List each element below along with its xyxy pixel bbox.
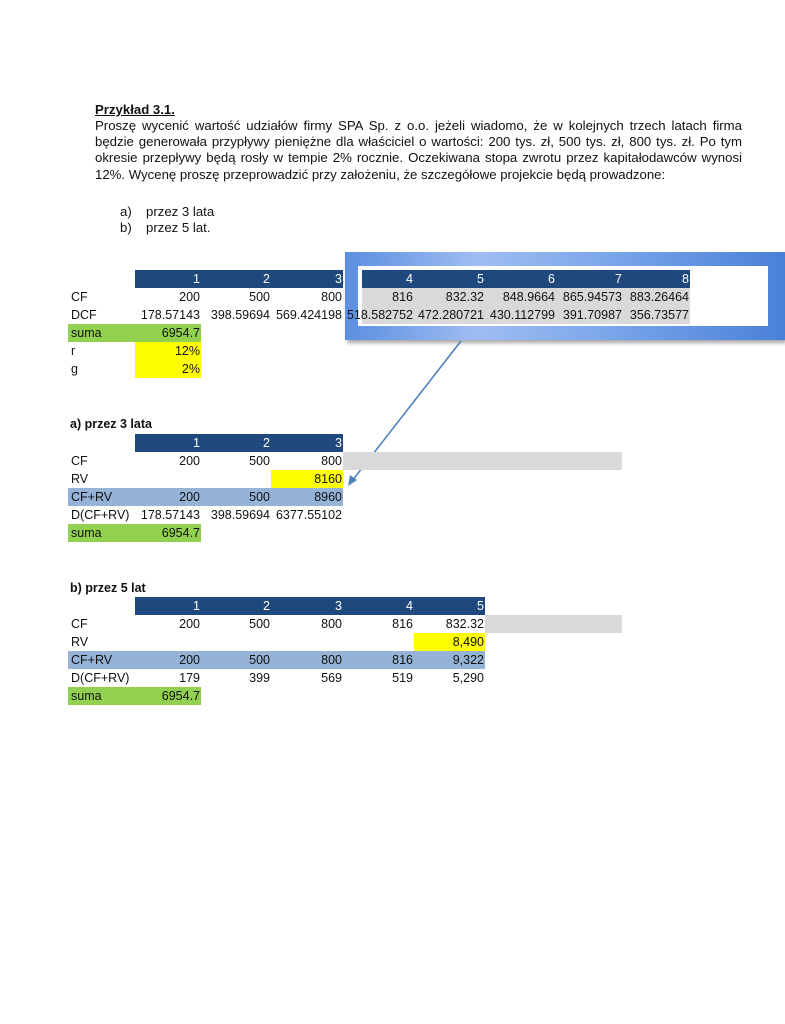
cfrv-cell: 800: [321, 653, 342, 667]
column-header: 8: [682, 272, 689, 286]
cf-cell: 848.9664: [502, 290, 555, 304]
column-header: 6: [548, 272, 555, 286]
dcf-cell: 391.70987: [562, 308, 622, 322]
column-header: 4: [406, 599, 413, 613]
suma-value: 6954.7: [161, 689, 200, 703]
list-item-a: przez 3 lata: [146, 204, 215, 219]
row-label-dcfrv: D(CF+RV): [71, 671, 130, 685]
g-value: 2%: [135, 360, 201, 378]
rv-value: 8160: [271, 470, 343, 488]
row-label-dcf: DCF: [71, 308, 97, 322]
cf-cell: 200: [179, 290, 200, 304]
cf-cell: 500: [249, 454, 270, 468]
row-label-rv: RV: [71, 635, 89, 649]
suma-value: 6954.7: [161, 526, 200, 540]
suma-label: suma: [71, 689, 102, 703]
column-header: 2: [263, 272, 270, 286]
column-header: 2: [263, 599, 270, 613]
row-label-cfrv: CF+RV: [71, 490, 113, 504]
g-label: g: [71, 362, 78, 376]
dcf-cell: 398.59694: [210, 308, 270, 322]
example-heading: Przykład 3.1.: [95, 102, 175, 117]
dcfrv-cell: 179: [179, 671, 200, 685]
cf-cell: 800: [321, 290, 342, 304]
row-label-cf: CF: [71, 290, 88, 304]
gray-band: [343, 452, 622, 470]
cfrv-cell: 9,322: [452, 653, 484, 667]
rv-value: 8,490: [414, 633, 485, 651]
dcfrv-cell: 398.59694: [210, 508, 270, 522]
suma-label: suma: [71, 526, 102, 540]
dcfrv-cell: 519: [392, 671, 413, 685]
cf-cell: 800: [321, 454, 342, 468]
dcf-cell: 569.424198: [275, 308, 342, 322]
column-header: 5: [477, 272, 484, 286]
dcf-cell: 178.57143: [140, 308, 200, 322]
dcfrv-cell: 5,290: [452, 671, 484, 685]
r-value: 12%: [135, 342, 201, 360]
suma-value: 6954.7: [161, 326, 200, 340]
column-header: 3: [335, 436, 342, 450]
list-marker-a: a): [120, 204, 132, 219]
list-item-b: przez 5 lat.: [146, 220, 211, 235]
cf-cell: 200: [179, 617, 200, 631]
dcfrv-cell: 178.57143: [140, 508, 200, 522]
dcf-cell: 518.582752: [346, 308, 413, 322]
cf-cell: 832.32: [445, 617, 484, 631]
row-label-cf: CF: [71, 454, 88, 468]
row-label-cfrv: CF+RV: [71, 653, 113, 667]
column-header: 4: [406, 272, 413, 286]
row-label-dcfrv: D(CF+RV): [71, 508, 130, 522]
column-header: 2: [263, 436, 270, 450]
dcfrv-cell: 569: [321, 671, 342, 685]
cf-cell: 832.32: [445, 290, 484, 304]
column-header: 3: [335, 272, 342, 286]
cf-cell: 800: [321, 617, 342, 631]
cf-cell: 816: [392, 290, 413, 304]
task-paragraph: Proszę wycenić wartość udziałów firmy SPA Sp. z o.o. jeżeli wiadomo, że w kolejnych trzech latach firma będzie generowała przypływy pieniężne dla właściciel o wartości: 200 tys. zł, 500 tys. zł, 800 tys. zł. Po tym okresie przepływy będą rosły w tempie 2% rocznie. Oczekiwana stopa zwrotu przez kapitałodawców wynosi 12%. Wycenę proszę przeprowadzić przy założeniu, że szczegółowe projekcie będą prowadzone:: [95, 118, 742, 182]
cf-cell: 816: [392, 617, 413, 631]
dcf-cell: 356.73577: [629, 308, 689, 322]
cfrv-cell: 8960: [314, 490, 342, 504]
column-header: 1: [193, 436, 200, 450]
section-b-title: b) przez 5 lat: [70, 581, 146, 595]
cfrv-cell: 500: [249, 653, 270, 667]
list-marker-b: b): [120, 220, 132, 235]
row-label-rv: RV: [71, 472, 89, 486]
row-label-cf: CF: [71, 617, 88, 631]
cf-cell: 865.94573: [562, 290, 622, 304]
suma-label: suma: [71, 326, 102, 340]
column-header: 1: [193, 599, 200, 613]
r-label: r: [71, 344, 76, 358]
dcf-cell: 472.280721: [417, 308, 484, 322]
column-header: 7: [615, 272, 622, 286]
column-header: 3: [335, 599, 342, 613]
column-header: 5: [477, 599, 484, 613]
cf-cell: 200: [179, 454, 200, 468]
cfrv-cell: 816: [392, 653, 413, 667]
cfrv-cell: 200: [179, 490, 200, 504]
cf-cell: 500: [249, 290, 270, 304]
dcfrv-cell: 399: [249, 671, 270, 685]
gray-band: [485, 615, 622, 633]
cfrv-cell: 200: [179, 653, 200, 667]
cfrv-cell: 500: [249, 490, 270, 504]
column-header: 1: [193, 272, 200, 286]
dcfrv-cell: 6377.55102: [275, 508, 342, 522]
cf-cell: 883.26464: [629, 290, 689, 304]
cf-cell: 500: [249, 617, 270, 631]
dcf-cell: 430.112799: [489, 308, 555, 322]
section-a-title: a) przez 3 lata: [70, 417, 152, 431]
